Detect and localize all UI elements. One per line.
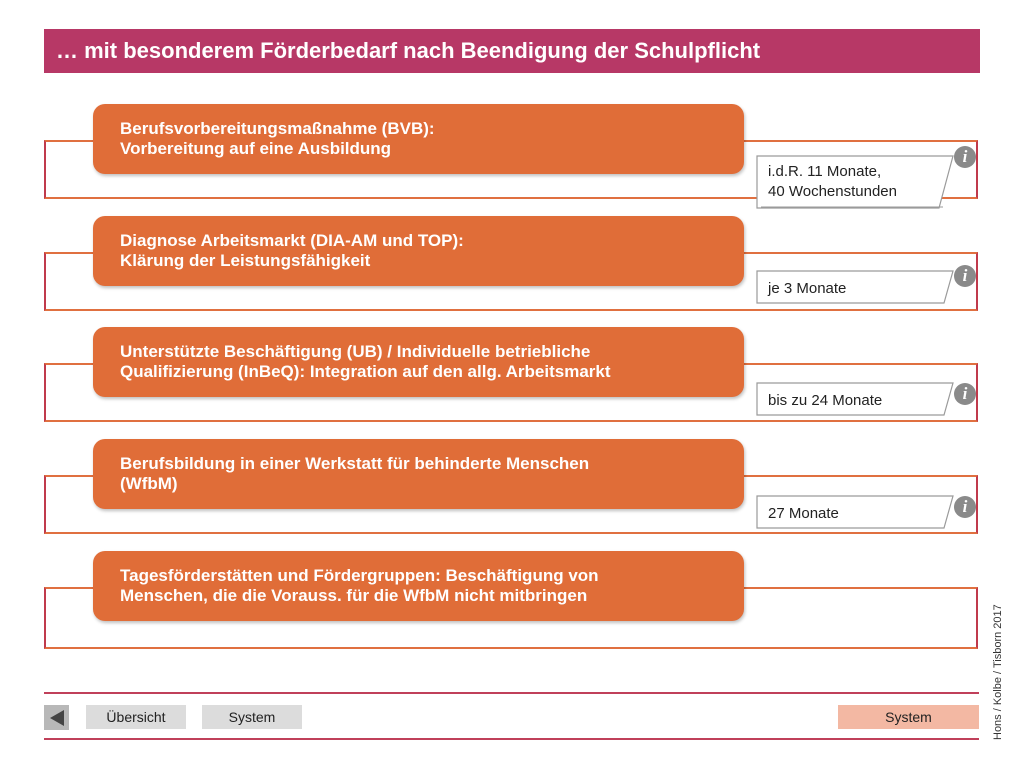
item-box-ub-inbeq[interactable] — [93, 327, 744, 397]
footer-divider-top — [44, 692, 979, 694]
overview-button[interactable]: Übersicht — [86, 705, 186, 729]
duration-text: i.d.R. 11 Monate, — [768, 163, 882, 180]
duration-callout — [757, 496, 953, 528]
item-title: Tagesförderstätten und Fördergruppen: Beschäftigung von — [120, 566, 599, 585]
item-box-tagesfoerderstaetten[interactable] — [93, 551, 744, 621]
item-subtitle: (WfbM) — [120, 474, 178, 493]
system-button[interactable]: System — [202, 705, 302, 729]
duration-callout — [757, 383, 953, 415]
credit-text: Hons / Kolbe / Tisborn 2017 — [992, 604, 1004, 740]
item-title: Diagnose Arbeitsmarkt (DIA-AM und TOP): — [120, 231, 464, 250]
triangle-left-icon — [50, 710, 64, 726]
duration-text: 27 Monate — [768, 505, 839, 522]
duration-callout — [757, 271, 953, 303]
item-box-bvb[interactable] — [93, 104, 744, 174]
item-subtitle: Menschen, die die Vorauss. für die WfbM nicht mitbringen — [120, 586, 588, 605]
item-box-dia-am[interactable] — [93, 216, 744, 286]
item-title: Berufsbildung in einer Werkstatt für behinderte Menschen — [120, 454, 590, 473]
duration-text: bis zu 24 Monate — [768, 392, 883, 409]
system-button-active[interactable]: System — [838, 705, 979, 729]
item-subtitle: Vorbereitung auf eine Ausbildung — [120, 139, 392, 158]
info-icon[interactable]: i — [954, 383, 976, 405]
info-icon[interactable]: i — [954, 146, 976, 168]
item-box-wfbm[interactable] — [93, 439, 744, 509]
item-title: Unterstützte Beschäftigung (UB) / Individuelle betriebliche — [120, 342, 591, 361]
duration-callout — [757, 156, 953, 208]
title-bar — [44, 29, 980, 73]
item-subtitle: Qualifizierung (InBeQ): Integration auf den allg. Arbeitsmarkt — [120, 362, 611, 381]
back-button[interactable] — [44, 705, 69, 730]
footer-divider-bottom — [44, 738, 979, 740]
item-subtitle: Klärung der Leistungsfähigkeit — [120, 251, 371, 270]
info-icon[interactable]: i — [954, 496, 976, 518]
duration-text: 40 Wochenstunden — [768, 183, 897, 200]
page-title: … mit besonderem Förderbedarf nach Beendigung der Schulpflicht — [56, 38, 761, 63]
info-icon[interactable]: i — [954, 265, 976, 287]
duration-text: je 3 Monate — [768, 280, 847, 297]
item-title: Berufsvorbereitungsmaßnahme (BVB): — [120, 119, 435, 138]
